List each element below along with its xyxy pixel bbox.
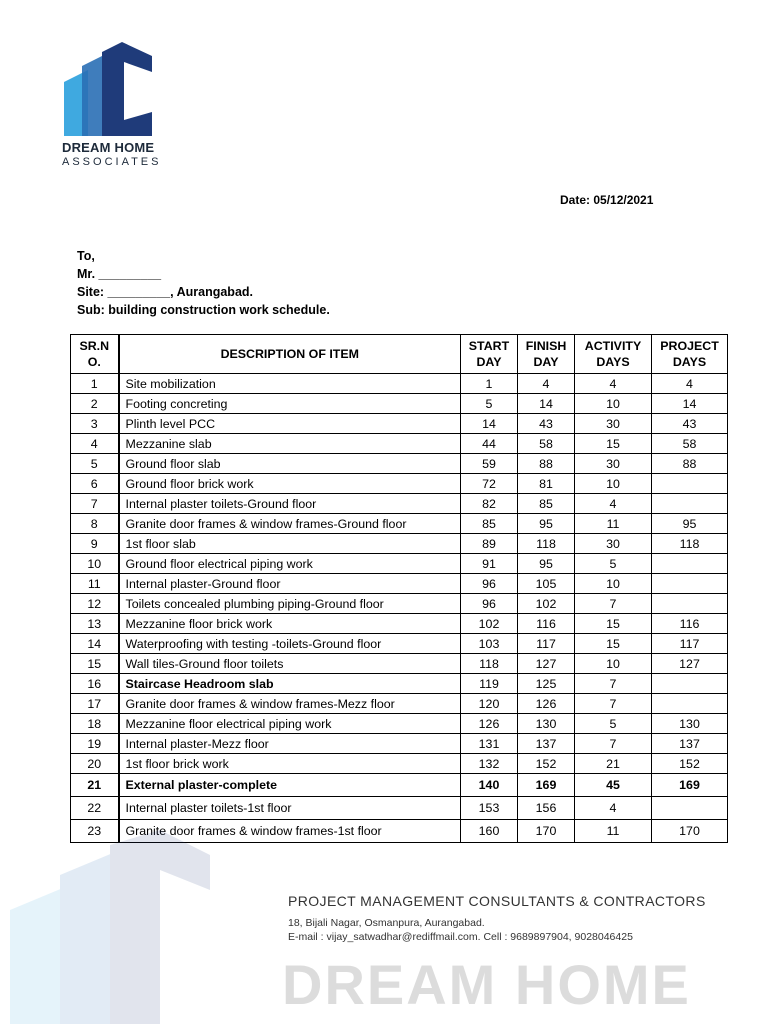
- cell-project-days: 152: [652, 754, 728, 774]
- cell-finish-day: 137: [518, 734, 575, 754]
- cell-start-day: 89: [461, 534, 518, 554]
- cell-sr-no: 5: [71, 454, 119, 474]
- cell-sr-no: 11: [71, 574, 119, 594]
- cell-finish-day: 105: [518, 574, 575, 594]
- cell-project-days: 117: [652, 634, 728, 654]
- table-row: [71, 654, 728, 674]
- footer-address: 18, Bijali Nagar, Osmanpura, Aurangabad.: [288, 917, 485, 929]
- cell-project-days: 127: [652, 654, 728, 674]
- company-name: DREAM HOME: [62, 140, 155, 155]
- cell-finish-day: 116: [518, 614, 575, 634]
- cell-activity-days: 15: [575, 434, 652, 454]
- cell-start-day: 118: [461, 654, 518, 674]
- cell-start-day: 153: [461, 797, 518, 820]
- cell-activity-days: 45: [575, 774, 652, 797]
- cell-project-days: 169: [652, 774, 728, 797]
- cell-activity-days: 4: [575, 797, 652, 820]
- address-block: [77, 247, 330, 319]
- cell-description: Mezzanine floor brick work: [119, 614, 461, 634]
- cell-sr-no: 18: [71, 714, 119, 734]
- cell-sr-no: 7: [71, 494, 119, 514]
- cell-start-day: 96: [461, 594, 518, 614]
- cell-description: Granite door frames & window frames-1st floor: [119, 820, 461, 843]
- cell-start-day: 131: [461, 734, 518, 754]
- cell-start-day: 120: [461, 694, 518, 714]
- table-row: [71, 634, 728, 654]
- cell-finish-day: 118: [518, 534, 575, 554]
- cell-sr-no: 13: [71, 614, 119, 634]
- table-row: [71, 394, 728, 414]
- cell-description: Mezzanine slab: [119, 434, 461, 454]
- cell-description: Internal plaster-Mezz floor: [119, 734, 461, 754]
- cell-start-day: 85: [461, 514, 518, 534]
- cell-start-day: 5: [461, 394, 518, 414]
- cell-finish-day: 117: [518, 634, 575, 654]
- cell-sr-no: 6: [71, 474, 119, 494]
- cell-project-days: 116: [652, 614, 728, 634]
- cell-finish-day: 152: [518, 754, 575, 774]
- cell-project-days: 14: [652, 394, 728, 414]
- cell-finish-day: 58: [518, 434, 575, 454]
- cell-sr-no: 21: [71, 774, 119, 797]
- cell-activity-days: 30: [575, 454, 652, 474]
- cell-description: Ground floor electrical piping work: [119, 554, 461, 574]
- table-row: [71, 674, 728, 694]
- cell-project-days: 95: [652, 514, 728, 534]
- cell-finish-day: 81: [518, 474, 575, 494]
- cell-description: Footing concreting: [119, 394, 461, 414]
- cell-sr-no: 15: [71, 654, 119, 674]
- cell-start-day: 44: [461, 434, 518, 454]
- cell-sr-no: 4: [71, 434, 119, 454]
- table-row: [71, 374, 728, 394]
- table-row: [71, 454, 728, 474]
- cell-start-day: 119: [461, 674, 518, 694]
- cell-activity-days: 10: [575, 474, 652, 494]
- cell-project-days: 118: [652, 534, 728, 554]
- cell-description: Ground floor brick work: [119, 474, 461, 494]
- cell-finish-day: 4: [518, 374, 575, 394]
- cell-description: Granite door frames & window frames-Ground floor: [119, 514, 461, 534]
- cell-project-days: [652, 594, 728, 614]
- cell-project-days: [652, 554, 728, 574]
- cell-finish-day: 125: [518, 674, 575, 694]
- cell-project-days: [652, 674, 728, 694]
- table-row: [71, 797, 728, 820]
- table-body: [71, 374, 728, 843]
- building-watermark-icon: [0, 830, 230, 1024]
- cell-description: Internal plaster-Ground floor: [119, 574, 461, 594]
- salutation: To,: [77, 249, 95, 263]
- cell-finish-day: 95: [518, 514, 575, 534]
- cell-description: Waterproofing with testing -toilets-Ground floor: [119, 634, 461, 654]
- cell-activity-days: 7: [575, 674, 652, 694]
- cell-sr-no: 19: [71, 734, 119, 754]
- cell-sr-no: 20: [71, 754, 119, 774]
- cell-finish-day: 127: [518, 654, 575, 674]
- cell-sr-no: 17: [71, 694, 119, 714]
- cell-start-day: 59: [461, 454, 518, 474]
- cell-project-days: 43: [652, 414, 728, 434]
- site-line: Site: _________, Aurangabad.: [77, 285, 254, 299]
- cell-description: Ground floor slab: [119, 454, 461, 474]
- cell-project-days: [652, 494, 728, 514]
- cell-activity-days: 21: [575, 754, 652, 774]
- cell-activity-days: 5: [575, 554, 652, 574]
- cell-sr-no: 2: [71, 394, 119, 414]
- cell-description: Internal plaster toilets-1st floor: [119, 797, 461, 820]
- cell-finish-day: 170: [518, 820, 575, 843]
- cell-start-day: 102: [461, 614, 518, 634]
- cell-description: Plinth level PCC: [119, 414, 461, 434]
- table-row: [71, 774, 728, 797]
- cell-project-days: 58: [652, 434, 728, 454]
- cell-start-day: 160: [461, 820, 518, 843]
- cell-sr-no: 23: [71, 820, 119, 843]
- cell-activity-days: 11: [575, 514, 652, 534]
- cell-finish-day: 126: [518, 694, 575, 714]
- cell-project-days: [652, 574, 728, 594]
- table-row: [71, 494, 728, 514]
- table-row: [71, 534, 728, 554]
- table-row: [71, 574, 728, 594]
- cell-description: Wall tiles-Ground floor toilets: [119, 654, 461, 674]
- table-row: [71, 694, 728, 714]
- cell-project-days: 137: [652, 734, 728, 754]
- cell-finish-day: 43: [518, 414, 575, 434]
- table-row: [71, 614, 728, 634]
- cell-project-days: [652, 694, 728, 714]
- cell-start-day: 103: [461, 634, 518, 654]
- cell-activity-days: 5: [575, 714, 652, 734]
- header-sr-no: SR.N O.: [71, 335, 119, 374]
- cell-activity-days: 7: [575, 734, 652, 754]
- cell-description: Staircase Headroom slab: [119, 674, 461, 694]
- letter-date: Date: 05/12/2021: [560, 193, 654, 207]
- cell-start-day: 126: [461, 714, 518, 734]
- cell-activity-days: 11: [575, 820, 652, 843]
- cell-start-day: 140: [461, 774, 518, 797]
- table-header-row: [71, 335, 728, 374]
- cell-description: 1st floor slab: [119, 534, 461, 554]
- header-description: DESCRIPTION OF ITEM: [119, 335, 461, 374]
- header-start-day: START DAY: [461, 335, 518, 374]
- cell-start-day: 91: [461, 554, 518, 574]
- cell-project-days: 4: [652, 374, 728, 394]
- cell-sr-no: 10: [71, 554, 119, 574]
- table-row: [71, 754, 728, 774]
- cell-finish-day: 169: [518, 774, 575, 797]
- cell-activity-days: 10: [575, 394, 652, 414]
- cell-finish-day: 95: [518, 554, 575, 574]
- table-row: [71, 714, 728, 734]
- footer-title: PROJECT MANAGEMENT CONSULTANTS & CONTRACTORS: [288, 893, 706, 909]
- cell-activity-days: 4: [575, 374, 652, 394]
- cell-sr-no: 14: [71, 634, 119, 654]
- cell-activity-days: 15: [575, 614, 652, 634]
- footer-contact: E-mail : vijay_satwadhar@rediffmail.com. Cell : 9689897904, 9028046425: [288, 931, 633, 943]
- table-row: [71, 474, 728, 494]
- cell-activity-days: 30: [575, 414, 652, 434]
- cell-start-day: 132: [461, 754, 518, 774]
- cell-start-day: 72: [461, 474, 518, 494]
- cell-description: Site mobilization: [119, 374, 461, 394]
- building-logo-icon: [62, 42, 162, 142]
- cell-finish-day: 85: [518, 494, 575, 514]
- cell-start-day: 1: [461, 374, 518, 394]
- table-row: [71, 414, 728, 434]
- cell-start-day: 96: [461, 574, 518, 594]
- cell-description: Mezzanine floor electrical piping work: [119, 714, 461, 734]
- table-row: [71, 514, 728, 534]
- cell-activity-days: 30: [575, 534, 652, 554]
- company-subtitle: ASSOCIATES: [62, 156, 162, 168]
- cell-activity-days: 7: [575, 594, 652, 614]
- cell-finish-day: 102: [518, 594, 575, 614]
- footer-brand-watermark: DREAM HOME: [282, 953, 691, 1016]
- cell-project-days: [652, 797, 728, 820]
- header-activity-days: ACTIVITY DAYS: [575, 335, 652, 374]
- subject-line: Sub: building construction work schedule.: [77, 303, 330, 317]
- cell-sr-no: 8: [71, 514, 119, 534]
- cell-start-day: 82: [461, 494, 518, 514]
- cell-sr-no: 9: [71, 534, 119, 554]
- cell-finish-day: 130: [518, 714, 575, 734]
- cell-sr-no: 3: [71, 414, 119, 434]
- table-row: [71, 554, 728, 574]
- cell-activity-days: 4: [575, 494, 652, 514]
- cell-activity-days: 10: [575, 574, 652, 594]
- cell-finish-day: 14: [518, 394, 575, 414]
- cell-description: Internal plaster toilets-Ground floor: [119, 494, 461, 514]
- work-schedule-table: [70, 334, 728, 843]
- cell-finish-day: 88: [518, 454, 575, 474]
- cell-project-days: 130: [652, 714, 728, 734]
- cell-project-days: 170: [652, 820, 728, 843]
- cell-project-days: 88: [652, 454, 728, 474]
- table-row: [71, 734, 728, 754]
- header-project-days: PROJECT DAYS: [652, 335, 728, 374]
- cell-sr-no: 22: [71, 797, 119, 820]
- cell-sr-no: 12: [71, 594, 119, 614]
- cell-start-day: 14: [461, 414, 518, 434]
- cell-project-days: [652, 474, 728, 494]
- cell-sr-no: 16: [71, 674, 119, 694]
- cell-activity-days: 7: [575, 694, 652, 714]
- table-row: [71, 434, 728, 454]
- cell-description: External plaster-complete: [119, 774, 461, 797]
- cell-finish-day: 156: [518, 797, 575, 820]
- cell-sr-no: 1: [71, 374, 119, 394]
- cell-description: Toilets concealed plumbing piping-Ground floor: [119, 594, 461, 614]
- cell-activity-days: 15: [575, 634, 652, 654]
- recipient-line: Mr. _________: [77, 267, 162, 281]
- cell-activity-days: 10: [575, 654, 652, 674]
- cell-description: 1st floor brick work: [119, 754, 461, 774]
- header-finish-day: FINISH DAY: [518, 335, 575, 374]
- cell-description: Granite door frames & window frames-Mezz floor: [119, 694, 461, 714]
- table-row: [71, 594, 728, 614]
